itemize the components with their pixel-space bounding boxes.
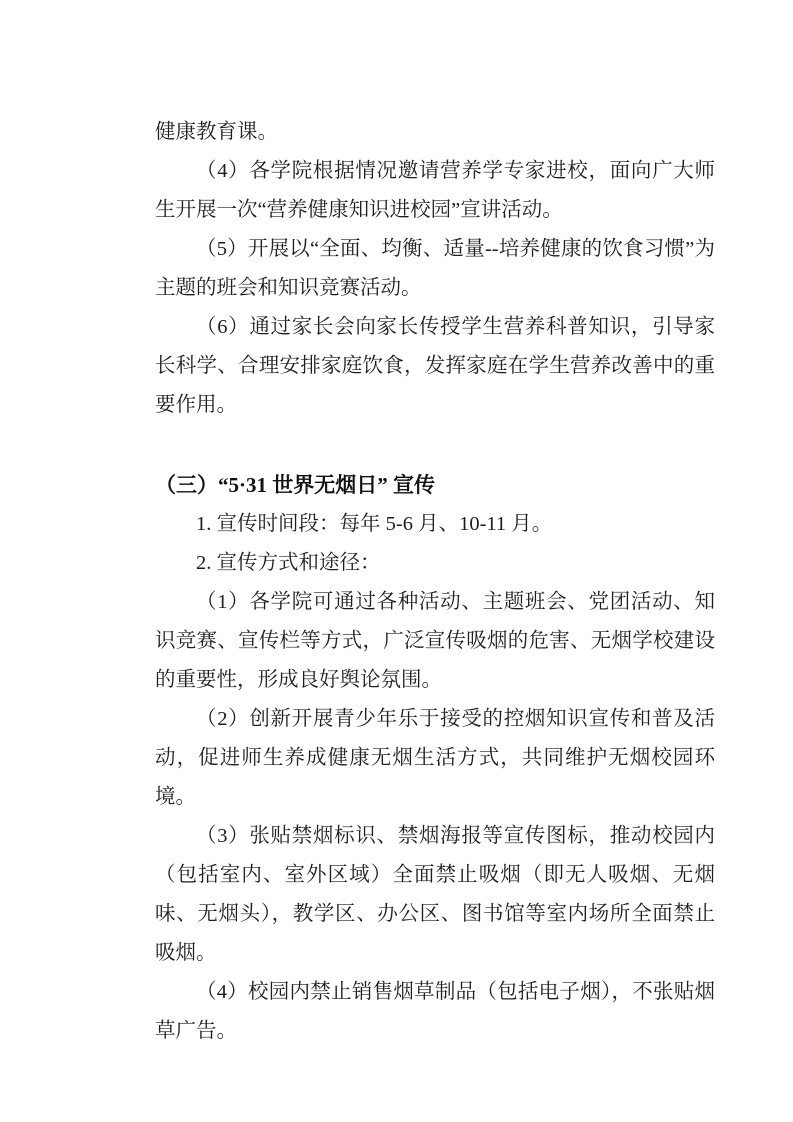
section-heading: （三）“5·31 世界无烟日” 宣传 — [155, 473, 436, 497]
paragraph: （6）通过家长会向家长传授学生营养科普知识，引导家长科学、合理安排家庭饮食，发挥家庭在学生营养改善中的重要作用。 — [155, 316, 715, 416]
paragraph: （1）各学院可通过各种活动、主题班会、党团活动、知识竞赛、宣传栏等方式，广泛宣传吸烟的危害、无烟学校建设的重要性，形成良好舆论氛围。 — [155, 591, 715, 691]
paragraph: （5）开展以“全面、均衡、适量--培养健康的饮食习惯”为主题的班会和知识竞赛活动。 — [155, 238, 715, 299]
paragraph: （4）各学院根据情况邀请营养学专家进校，面向广大师生开展一次“营养健康知识进校园”宣讲活动。 — [155, 160, 715, 221]
paragraph: 1. 宣传时间段：每年 5-6 月、10-11 月。 — [196, 513, 553, 535]
paragraph: （4）校园内禁止销售烟草制品（包括电子烟），不张贴烟草广告。 — [155, 981, 715, 1042]
paragraph: （3）张贴禁烟标识、禁烟海报等宣传图标，推动校园内（包括室内、室外区域）全面禁止吸烟（即无人吸烟、无烟味、无烟头），教学区、办公区、图书馆等室内场所全面禁止吸烟。 — [155, 825, 715, 964]
paragraph: 健康教育课。 — [155, 121, 278, 143]
document-content — [155, 113, 715, 1051]
paragraph: （2）创新开展青少年乐于接受的控烟知识宣传和普及活动，促进师生养成健康无烟生活方式，共同维护无烟校园环境。 — [155, 708, 715, 808]
paragraph: 2. 宣传方式和途径： — [196, 552, 381, 574]
